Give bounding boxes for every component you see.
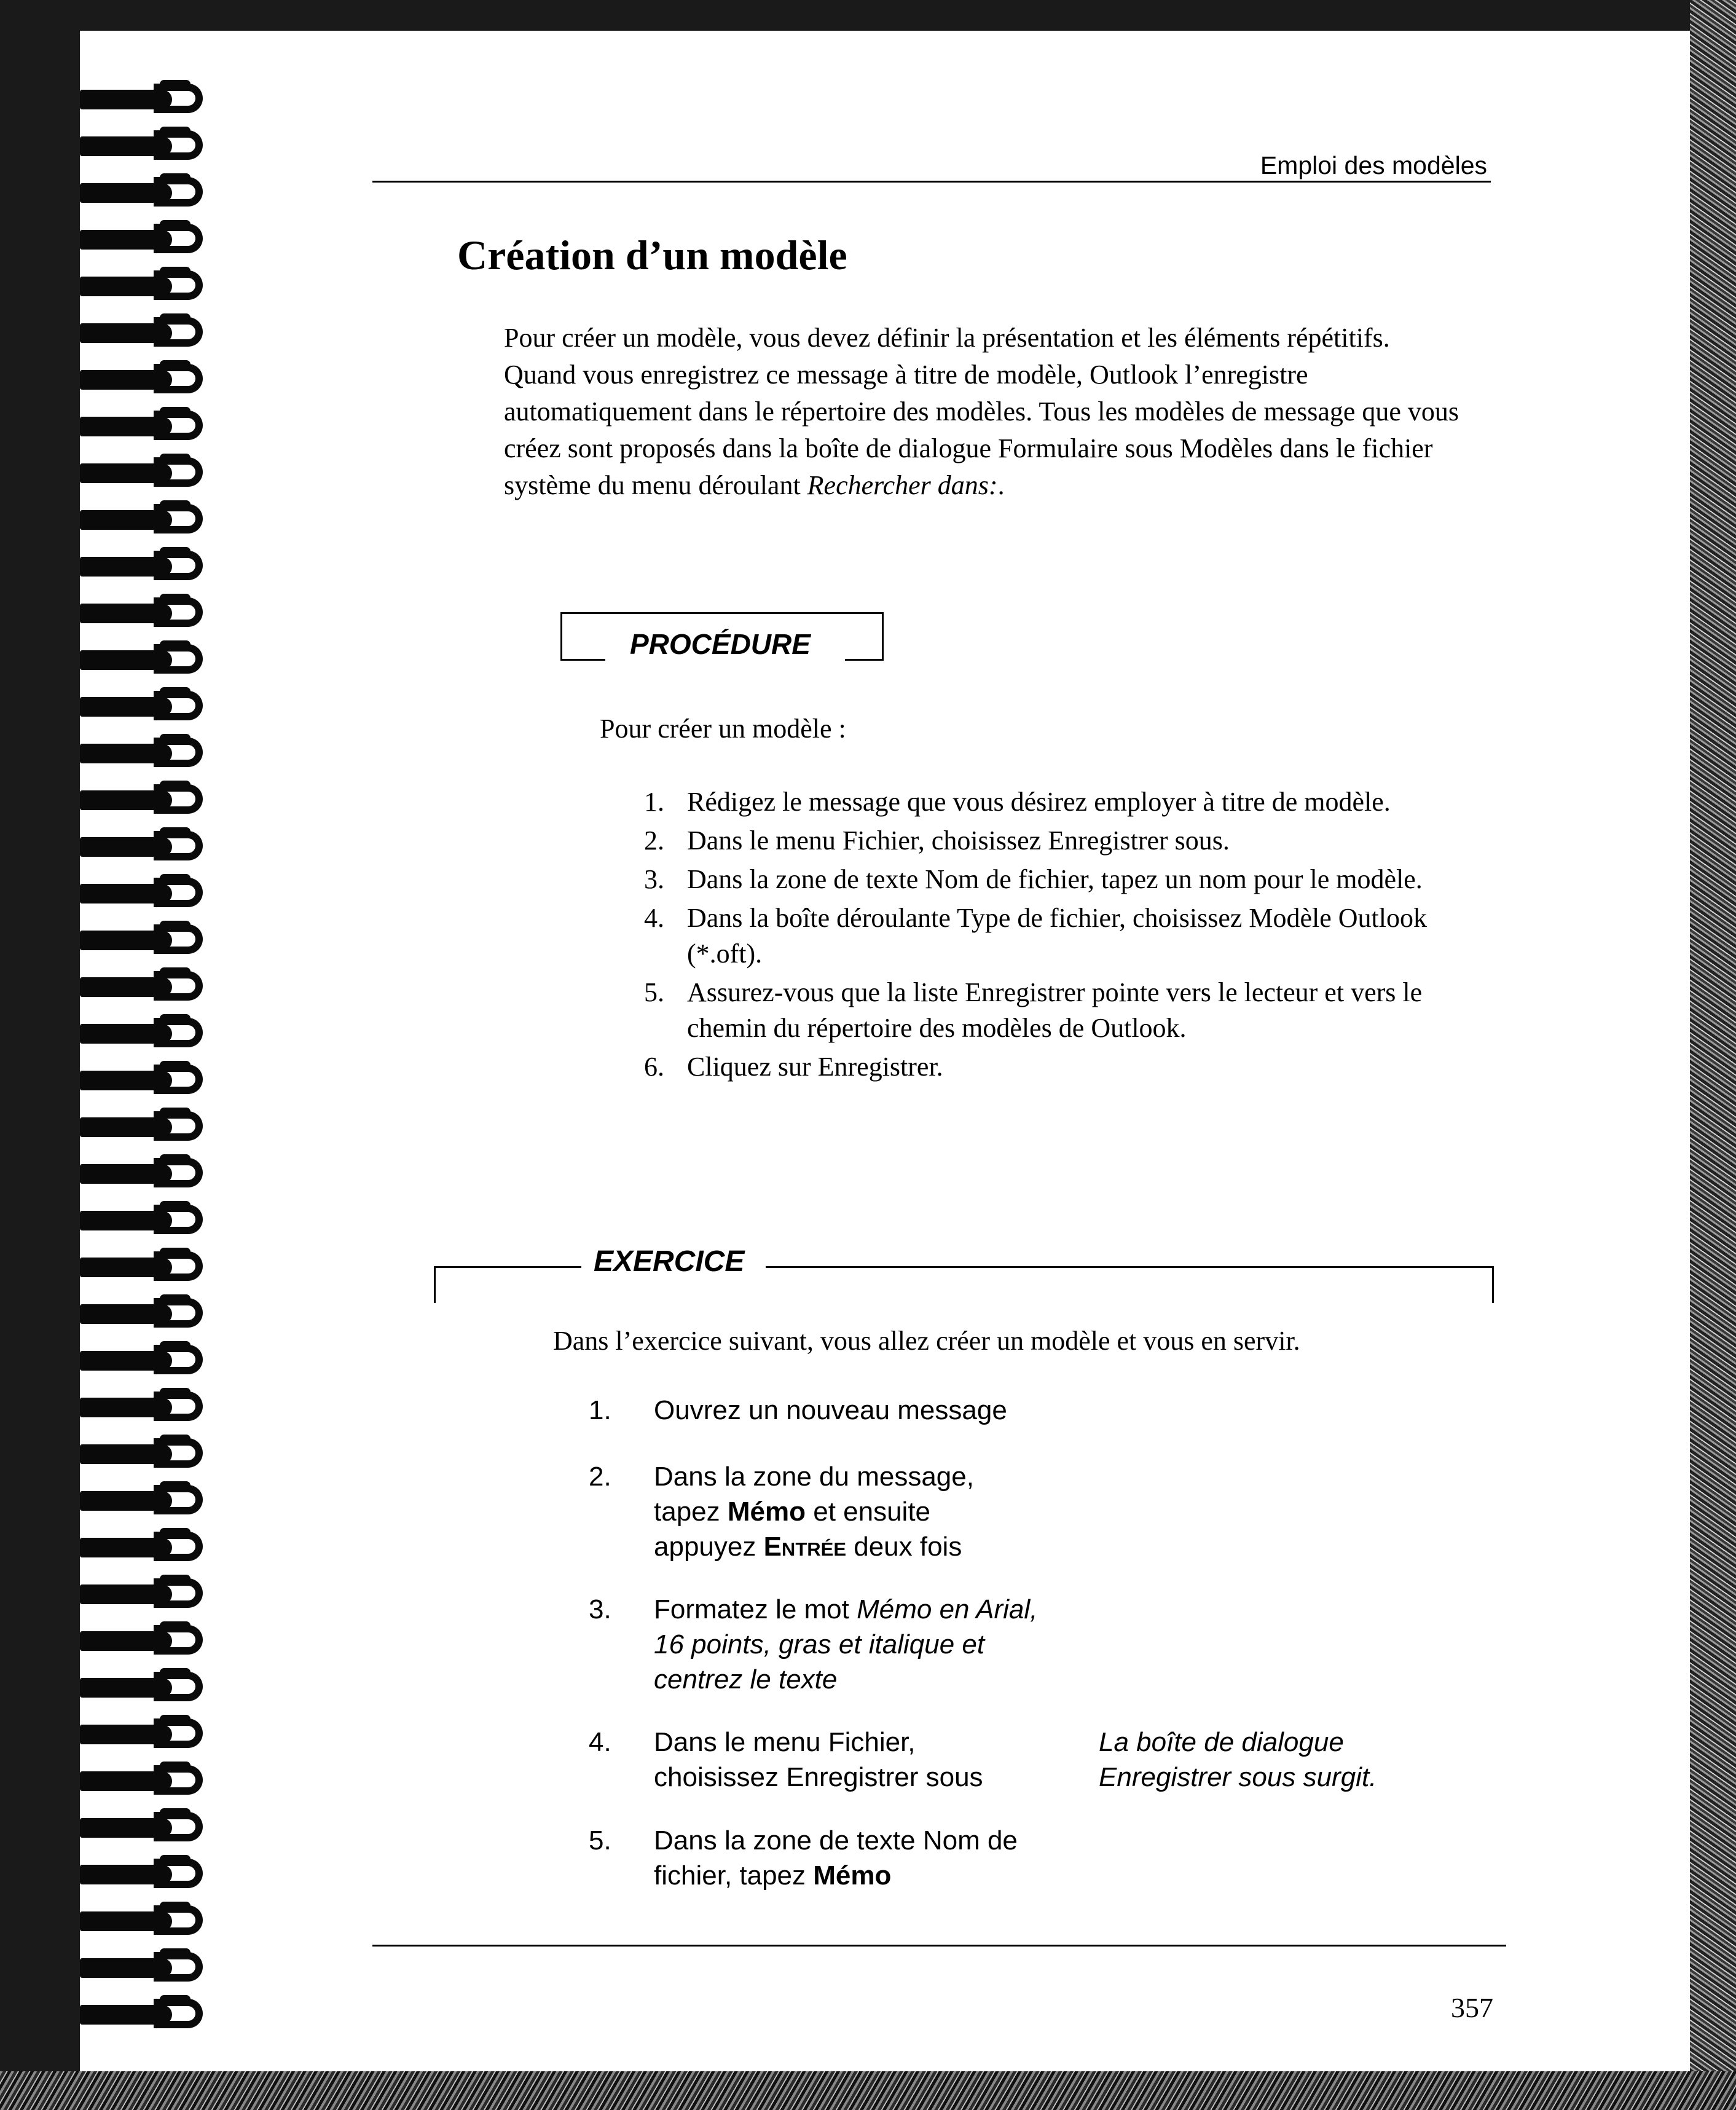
step-text (654, 1725, 1035, 1795)
spiral-coil (80, 1721, 221, 1749)
step-text: Dans le menu Fichier, choisissez Enregistrer sous. (687, 825, 1230, 856)
step-text: Dans la zone de texte Nom de fichier, tapez un nom pour le modèle. (687, 864, 1423, 894)
intro-italic: Rechercher dans: (807, 470, 998, 500)
spiral-coil (80, 133, 221, 161)
list-item (644, 823, 1461, 859)
spiral-coil (80, 1394, 221, 1422)
intro-paragraph (504, 320, 1463, 504)
procedure-box (560, 612, 884, 661)
list-item (644, 862, 1461, 897)
scan-edge-right (1690, 0, 1736, 2110)
spiral-coil (80, 1114, 221, 1142)
spiral-coil (80, 833, 221, 862)
spiral-coil (80, 927, 221, 955)
step-number: 5. (644, 977, 664, 1007)
step-text-bold: Mémo (813, 1860, 892, 1891)
exercise-intro: Dans l’exercice suivant, vous allez créer un modèle et vous en servir. (553, 1326, 1300, 1356)
spiral-coil (80, 1955, 221, 1983)
procedure-intro: Pour créer un modèle : (600, 714, 846, 744)
step-text-italic: Mémo en Arial, 16 points, gras et italique et centrez le texte (654, 1594, 1038, 1695)
step-number: 2. (644, 825, 664, 856)
list-item (644, 975, 1461, 1046)
step-number: 4. (589, 1727, 611, 1757)
spiral-coil (80, 1301, 221, 1329)
step-text-part: Dans la zone de texte Nom de fichier, tapez (654, 1825, 1018, 1891)
spiral-coil (80, 1814, 221, 1843)
spiral-coil (80, 974, 221, 1002)
spiral-coil (80, 506, 221, 535)
procedure-steps (644, 784, 1461, 1088)
spiral-coil (80, 366, 221, 395)
spiral-coil (80, 647, 221, 675)
step-number: 1. (589, 1395, 611, 1425)
header-rule (372, 181, 1491, 183)
spiral-coil (80, 226, 221, 254)
procedure-label: PROCÉDURE (630, 628, 811, 660)
spiral-coil (80, 86, 221, 114)
spiral-coil (80, 413, 221, 441)
step-number: 3. (644, 864, 664, 894)
step-text: Assurez-vous que la liste Enregistrer pointe vers le lecteur et vers le chemin du répertoire des modèles de Outlook. (687, 977, 1423, 1043)
spiral-coil (80, 1067, 221, 1095)
spiral-coil (80, 1207, 221, 1235)
exercise-rule-left (434, 1266, 581, 1268)
step-text-part: Dans la zone du message, tapez (654, 1462, 974, 1527)
exercise-bracket-right (1492, 1266, 1494, 1303)
book-page (80, 31, 1690, 2071)
spiral-coil (80, 1441, 221, 1469)
step-number: 2. (589, 1462, 611, 1492)
spiral-coil (80, 1628, 221, 1656)
step-number: 4. (644, 903, 664, 933)
step-text (654, 1459, 998, 1564)
spiral-coil (80, 320, 221, 348)
spiral-coil (80, 1581, 221, 1609)
list-item (644, 900, 1461, 972)
step-note: La boîte de dialogue Enregistrer sous surgit. (1099, 1727, 1377, 1792)
spiral-coil (80, 460, 221, 488)
spiral-coil (80, 1160, 221, 1189)
spiral-coil (80, 1347, 221, 1376)
step-text (654, 1592, 1072, 1697)
step-text-part: deux fois (846, 1532, 962, 1562)
spiral-coil (80, 1534, 221, 1562)
exercise-rule-right (766, 1266, 1494, 1268)
step-text: Dans la boîte déroulante Type de fichier, choisissez Modèle Outlook (*.oft). (687, 903, 1428, 969)
running-head: Emploi des modèles (1260, 151, 1487, 179)
spiral-coil (80, 1020, 221, 1049)
spiral-coil (80, 1768, 221, 1796)
step-text-part: Ouvrez un nouveau message (654, 1395, 1007, 1425)
step-number: 3. (589, 1594, 611, 1624)
spiral-coil (80, 2001, 221, 2029)
spiral-coil (80, 600, 221, 628)
spiral-coil (80, 273, 221, 301)
spiral-binding (80, 86, 221, 2065)
spiral-coil (80, 179, 221, 208)
spiral-coil (80, 1487, 221, 1516)
intro-text: Pour créer un modèle, vous devez définir la présentation et les éléments répétitifs. Quand vous enregistrez ce message à titre de modèle, Outlook l’enregistre automatiquement dans le répertoire des modèles. Tous les modèles de message que vous créez sont proposés dans la boîte de dialogue Formulaire sous Modèles dans le fichier système du menu déroulant (504, 323, 1459, 500)
step-text-part: et ensuite appuyez (654, 1497, 931, 1562)
spiral-coil (80, 787, 221, 815)
spiral-coil (80, 880, 221, 908)
step-text-part: Dans le menu Fichier, choisissez Enregistrer sous (654, 1727, 983, 1792)
spiral-coil (80, 553, 221, 581)
spiral-coil (80, 1254, 221, 1282)
step-text (654, 1823, 1072, 1893)
list-item (644, 1049, 1461, 1085)
exercise-bracket-left (434, 1266, 436, 1303)
spiral-coil (80, 1908, 221, 1936)
exercise-label: EXERCICE (594, 1245, 745, 1278)
page-number: 357 (1451, 1992, 1493, 2023)
step-number: 5. (589, 1825, 611, 1856)
scan-edge-bottom (0, 2071, 1736, 2110)
intro-end: . (997, 470, 1005, 500)
step-text-bold: Mémo (727, 1497, 806, 1527)
step-number: 6. (644, 1052, 664, 1082)
step-text: Cliquez sur Enregistrer. (687, 1052, 943, 1082)
spiral-coil (80, 1674, 221, 1703)
step-key: Entrée (763, 1532, 846, 1562)
step-text-part: Formatez le mot (654, 1594, 857, 1624)
spiral-coil (80, 693, 221, 722)
spiral-coil (80, 1861, 221, 1889)
list-item (644, 784, 1461, 820)
step-text (654, 1393, 1084, 1428)
page-title: Création d’un modèle (457, 232, 847, 278)
spiral-coil (80, 740, 221, 768)
step-text: Rédigez le message que vous désirez employer à titre de modèle. (687, 787, 1391, 817)
footer-rule (372, 1945, 1506, 1947)
step-number: 1. (644, 787, 664, 817)
